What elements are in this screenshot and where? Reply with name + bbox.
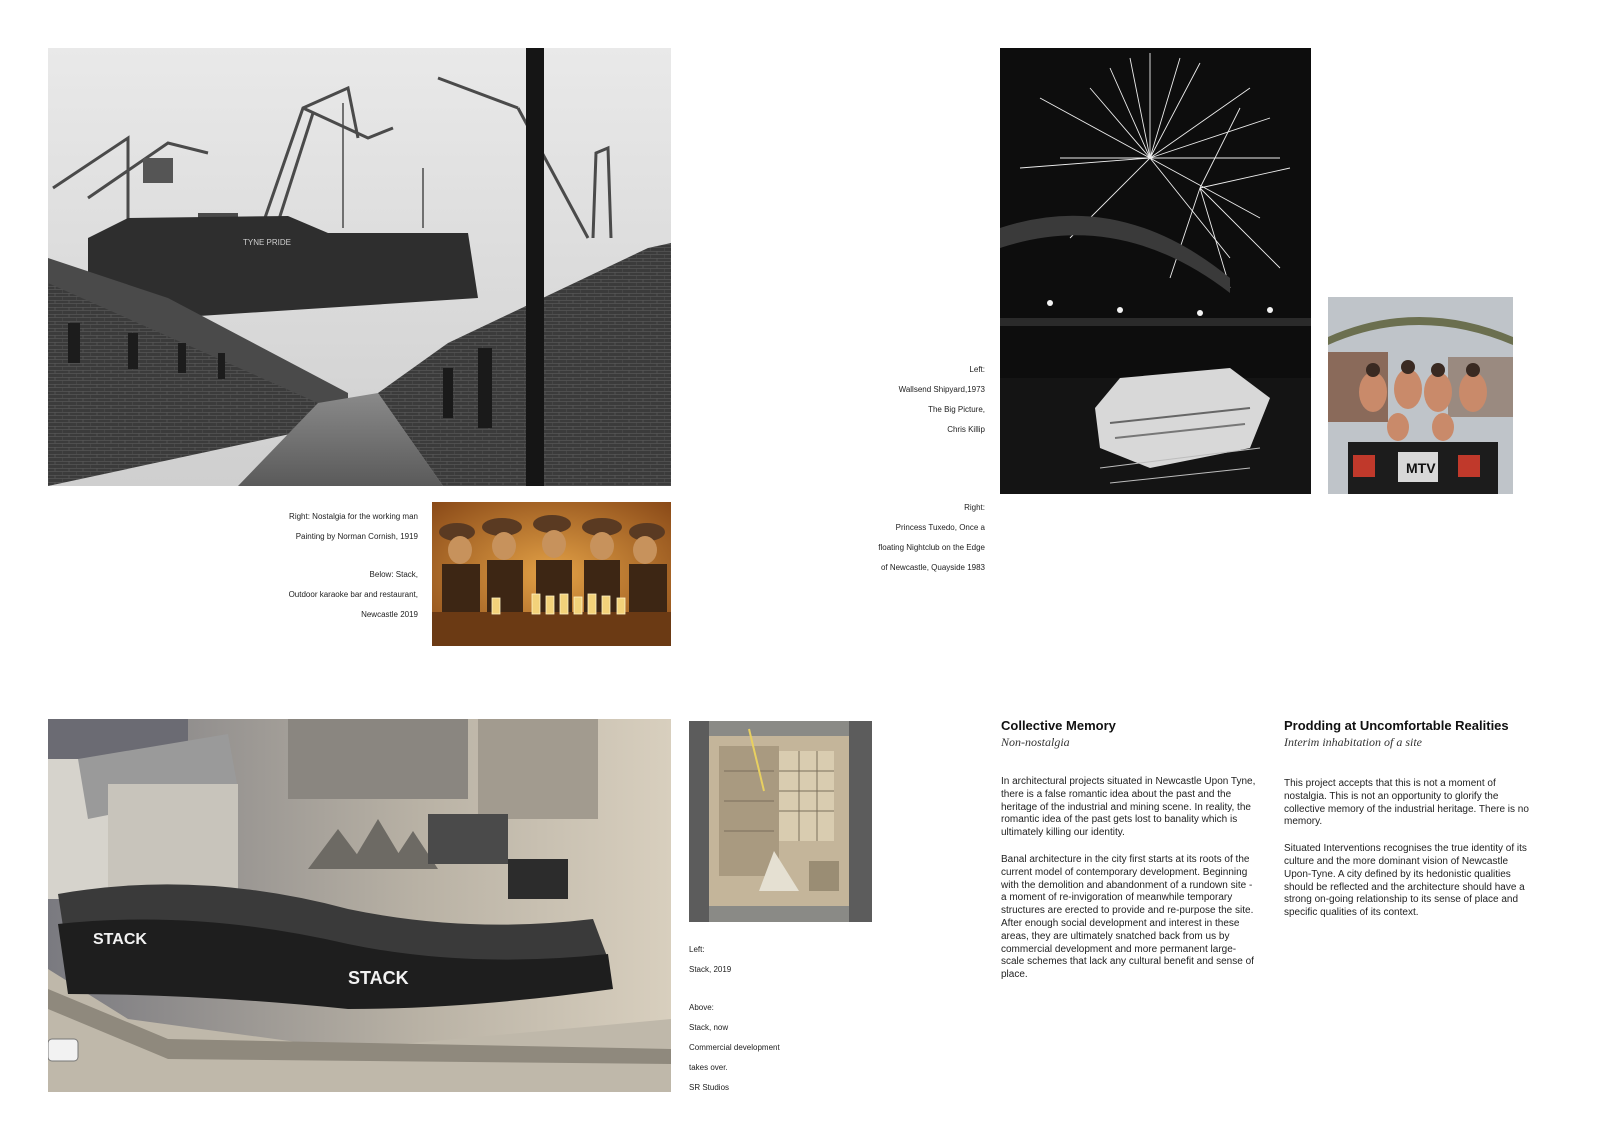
stack-caption-line: Left: (689, 945, 705, 954)
mtv-logo-label: MTV (1406, 460, 1436, 476)
stack-caption-line: Commercial development (689, 1043, 780, 1052)
cornish-caption-line: Right: Nostalgia for the working man (289, 512, 418, 521)
killip-caption-line: Right: (964, 503, 985, 512)
stack-caption-line: Stack, 2019 (689, 965, 732, 974)
cornish-caption-line: Outdoor karaoke bar and restaurant, (288, 590, 418, 599)
cornish-painting (432, 502, 671, 646)
killip-caption-line: Wallsend Shipyard,1973 (898, 385, 985, 394)
killip-caption-line: floating Nightclub on the Edge (878, 543, 985, 552)
collective-memory-subtitle: Non-nostalgia (1001, 735, 1070, 749)
princess-tuxedo-photo (1000, 48, 1311, 494)
cornish-caption-line: Below: Stack, (369, 570, 418, 579)
stack-caption (689, 935, 819, 1103)
prodding-title: Prodding at Uncomfortable Realities (1284, 718, 1509, 733)
mtv-quayside-photo (1328, 297, 1513, 494)
collective-memory-title: Collective Memory (1001, 718, 1116, 733)
prodding-paragraph: This project accepts that this is not a moment of nostalgia. This is not an opportunity to glorify the collective memory of the industrial heritage. There is no memory. (1284, 778, 1529, 828)
prodding-paragraph: Situated Interventions recognises the true identity of its culture and the more dominant vision of Newcastle Upon-Tyne. A city defined by its hedonistic qualities should be reflected and the architecture should have a strong on-going relationship to its sense of place and specific qualities of its context. (1284, 843, 1527, 919)
stack-caption-line: Stack, now (689, 1023, 729, 1032)
shipyard-photo (48, 48, 671, 486)
prodding-subtitle: Interim inhabitation of a site (1284, 735, 1422, 749)
killip-caption-line: Princess Tuxedo, Once a (895, 523, 985, 532)
killip-caption (840, 355, 985, 583)
stack-sign-2: STACK (348, 968, 409, 988)
collective-memory-paragraph: Banal architecture in the city first starts at its roots of the current model of contemporary development. Beginning with the demolition and abandonment of a rundown site - a moment of re-invigoration of meanwhile temporary structures are erected to provide and re-purpose the site. After enough social development and interest in these areas, they are ultimately snatched back from us by commercial development and more permanent large-scale schemes that lack any cultural benefit and sense of place. (1001, 853, 1254, 981)
cornish-caption-line: Painting by Norman Cornish, 1919 (295, 532, 418, 541)
killip-caption-line: Chris Killip (947, 425, 985, 434)
killip-caption-line: The Big Picture, (928, 405, 985, 414)
stack-aerial-photo (48, 719, 671, 1092)
killip-caption-line: Left: (969, 365, 985, 374)
stack-sign-1: STACK (93, 931, 147, 948)
cornish-caption (240, 502, 418, 630)
killip-caption-line: of Newcastle, Quayside 1983 (880, 563, 985, 572)
construction-site-photo (689, 721, 872, 922)
stack-caption-line: takes over. (689, 1063, 728, 1072)
prodding-body (1284, 778, 1532, 934)
collective-memory-paragraph: In architectural projects situated in Newcastle Upon Tyne, there is a false romantic idea about the past and the heritage of the industrial and mining scene. In reality, the romantic idea of the past gets lost to banality which is ultimately killing our identity. (1001, 776, 1256, 839)
collective-memory-body (1001, 776, 1258, 996)
stack-caption-line: SR Studios (689, 1083, 730, 1092)
cornish-caption-line: Newcastle 2019 (361, 610, 418, 619)
stack-caption-line: Above: (689, 1003, 714, 1012)
ship-name-label: TYNE PRIDE (243, 238, 292, 247)
